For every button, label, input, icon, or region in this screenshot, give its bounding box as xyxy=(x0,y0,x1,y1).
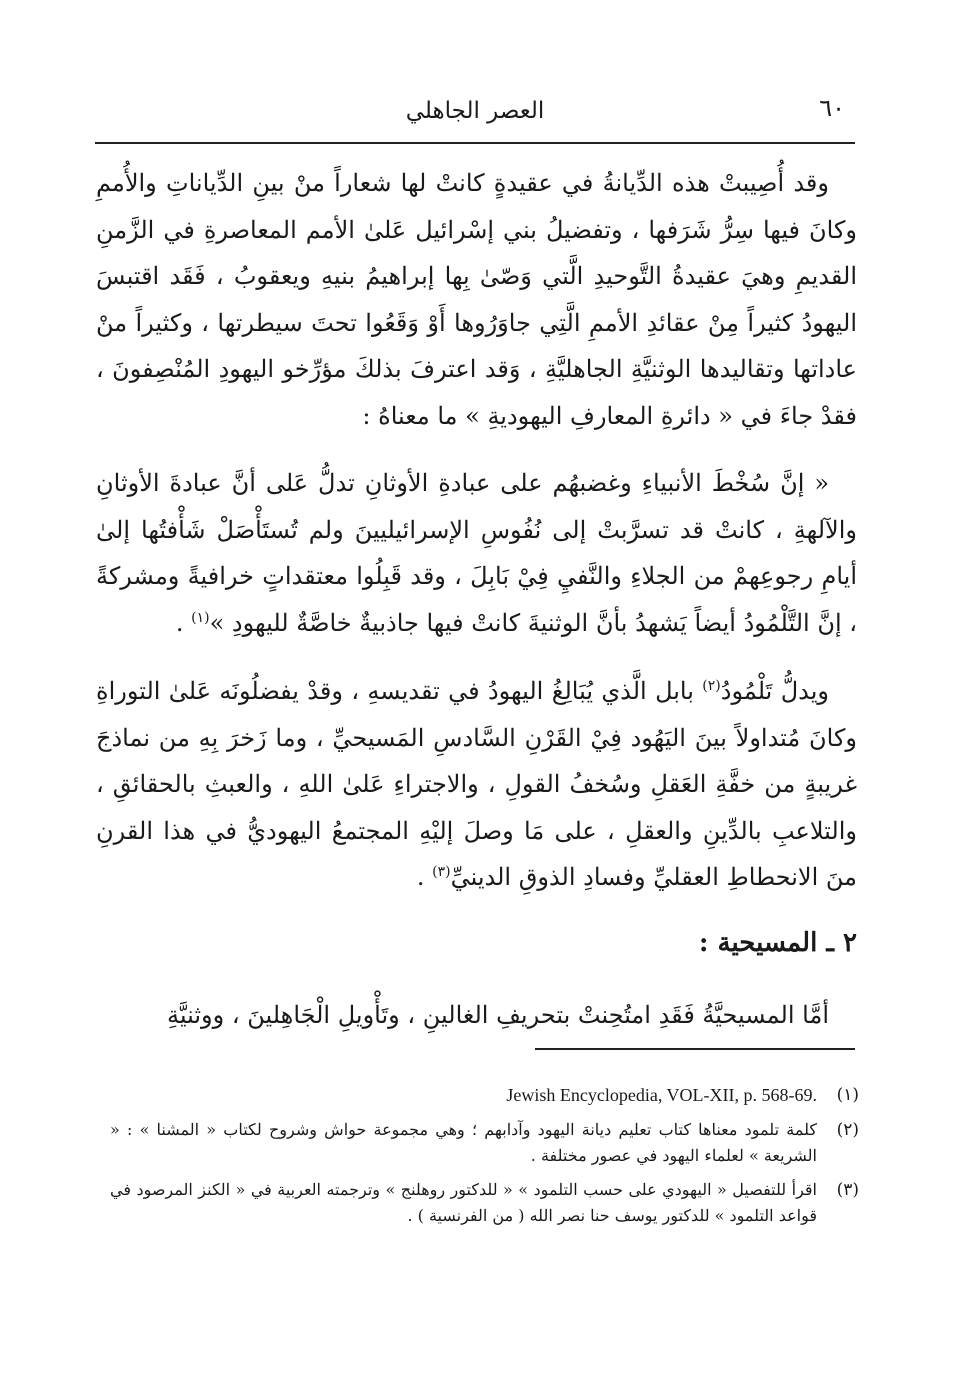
section-heading: ٢ ـ المسيحية : xyxy=(698,928,857,958)
footnote-ref-2[interactable]: (٢) xyxy=(702,678,721,694)
paragraph-4-text: أمَّا المسيحيَّةُ فَقَدِ امتُحِنتْ بتحريفِ الغالينِ ، وتَأْويلِ الْجَاهِلينَ ، ووثنيَّةِ xyxy=(166,1001,829,1029)
footnotes xyxy=(110,1082,859,1237)
footnote-2-number: (٢) xyxy=(836,1120,859,1140)
footnote-3 xyxy=(110,1177,859,1229)
footnote-2-text: كلمة تلمود معناها كتاب تعليم ديانة اليهود وآدابهم ؛ وهي مجموعة حواش وشروح لكتاب « المشنا » : « الشريعة » لعلماء اليهود في عصور مختلفة . xyxy=(110,1120,817,1165)
page-number: ٦٠ xyxy=(819,94,845,122)
paragraph-3 xyxy=(96,668,857,901)
footnote-ref-1[interactable]: (١) xyxy=(191,609,210,626)
footnote-3-text: اقرأ للتفصيل « اليهودي على حسب التلمود » « للدكتور روهلنج » وترجمته العربية في « الكنز المرصود في قواعد التلمود » للدكتور يوسف حنا نصر الله ( من الفرنسية ) . xyxy=(110,1180,818,1225)
paragraph-2-end: . xyxy=(175,608,192,637)
running-title: العصر الجاهلي xyxy=(405,98,545,124)
running-header xyxy=(95,92,855,142)
footnote-rule xyxy=(535,1048,855,1050)
paragraph-4 xyxy=(96,992,857,1039)
paragraph-2-quote xyxy=(96,460,857,646)
footnote-1-text: Jewish Encyclopedia, VOL-XII, p. 568-69. xyxy=(506,1085,817,1105)
paragraph-2-text: « إنَّ سُخْطَ الأنبياءِ وغضبهُم على عبادةِ الأوثانِ تدلُّ عَلى أنَّ عبادةَ الأوثانِ والآلهةِ ، كانتْ قد تسرَّبتْ إلى نُفُوسِ الإسرائيليينَ ولم تُستَأْصَلْ شَأْفتُها إلىٰ أيامِ رجوعِهمْ من الجلاءِ والنَّفيِ فِيْ بَابِلَ ، وقد قَبِلُوا معتقداتٍ خرافيةً ومشركةً ، إنَّ التَّلْمُودُ أيضاً يَشهدُ بأنَّ الوثنيةَ كانتْ فيها جاذبيةٌ خاصَّةٌ لليهودِ » xyxy=(96,469,857,637)
paragraph-3-text-b: بابل الَّذي يُبَالِغُ اليهودُ في تقديسهِ ، وقدْ يفضلُونَه عَلىٰ التوراةِ وكانَ مُتداولاً بينَ اليَهُود فِيْ القَرْنِ السَّادسِ المَسيحيِّ ، وما زَخرَ بِهِ من نماذجَ غريبةٍ من خفَّةِ العَقلِ وسُخفُ القولِ ، والاجتراءِ عَلىٰ اللهِ ، والعبثِ بالحقائقِ ، والتلاعبِ بالدِّينِ والعقلِ ، على مَا وصلَ إليْهِ المجتمعُ اليهوديُّ في هذا القرنِ منَ الانحطاطِ العقليِّ وفسادِ الذوقِ الدينيِّ xyxy=(96,677,858,891)
paragraph-3-end: . xyxy=(416,863,433,891)
footnote-1-number: (١) xyxy=(836,1085,859,1105)
paragraph-1-text: وقد أُصِيبتْ هذه الدِّيانةُ في عقيدةٍ كانتْ لها شعاراً منْ بينِ الدِّياناتِ والأُممِ وكانَ فيها سِرُّ شَرَفها ، وتفضيلُ بني إسْرائيل عَلىٰ الأمم المعاصرةِ في الزَّمنِ القديمِ وهيَ عقيدةُ التَّوحيدِ الَّتي وَصّىٰ بِها إبراهيمُ بنيهِ ويعقوبُ ، فَقَد اقتبسَ اليهودُ كثيراً مِنْ عقائدِ الأممِ الَّتِي جاوَرُوها أَوْ وَقَعُوا تحتَ سيطرتها ، وكثيراً منْ عاداتها وتقاليدها الوثنيَّةِ الجاهليَّةِ ، وَقد اعترفَ بذلكَ مؤرِّخو اليهودِ المُنْصِفونَ ، فقدْ جاءَ في « دائرةِ المعارفِ اليهوديةِ » ما معناهُ : xyxy=(96,169,857,430)
footnote-2 xyxy=(110,1117,859,1169)
paragraph-3-text-a: ويدلُّ تَلْمُودُ xyxy=(720,677,829,705)
header-rule xyxy=(95,142,855,144)
footnote-3-number: (٣) xyxy=(836,1180,859,1200)
footnote-1 xyxy=(110,1082,859,1109)
paragraph-1 xyxy=(96,160,857,439)
footnote-ref-3[interactable]: (٣) xyxy=(432,864,451,880)
